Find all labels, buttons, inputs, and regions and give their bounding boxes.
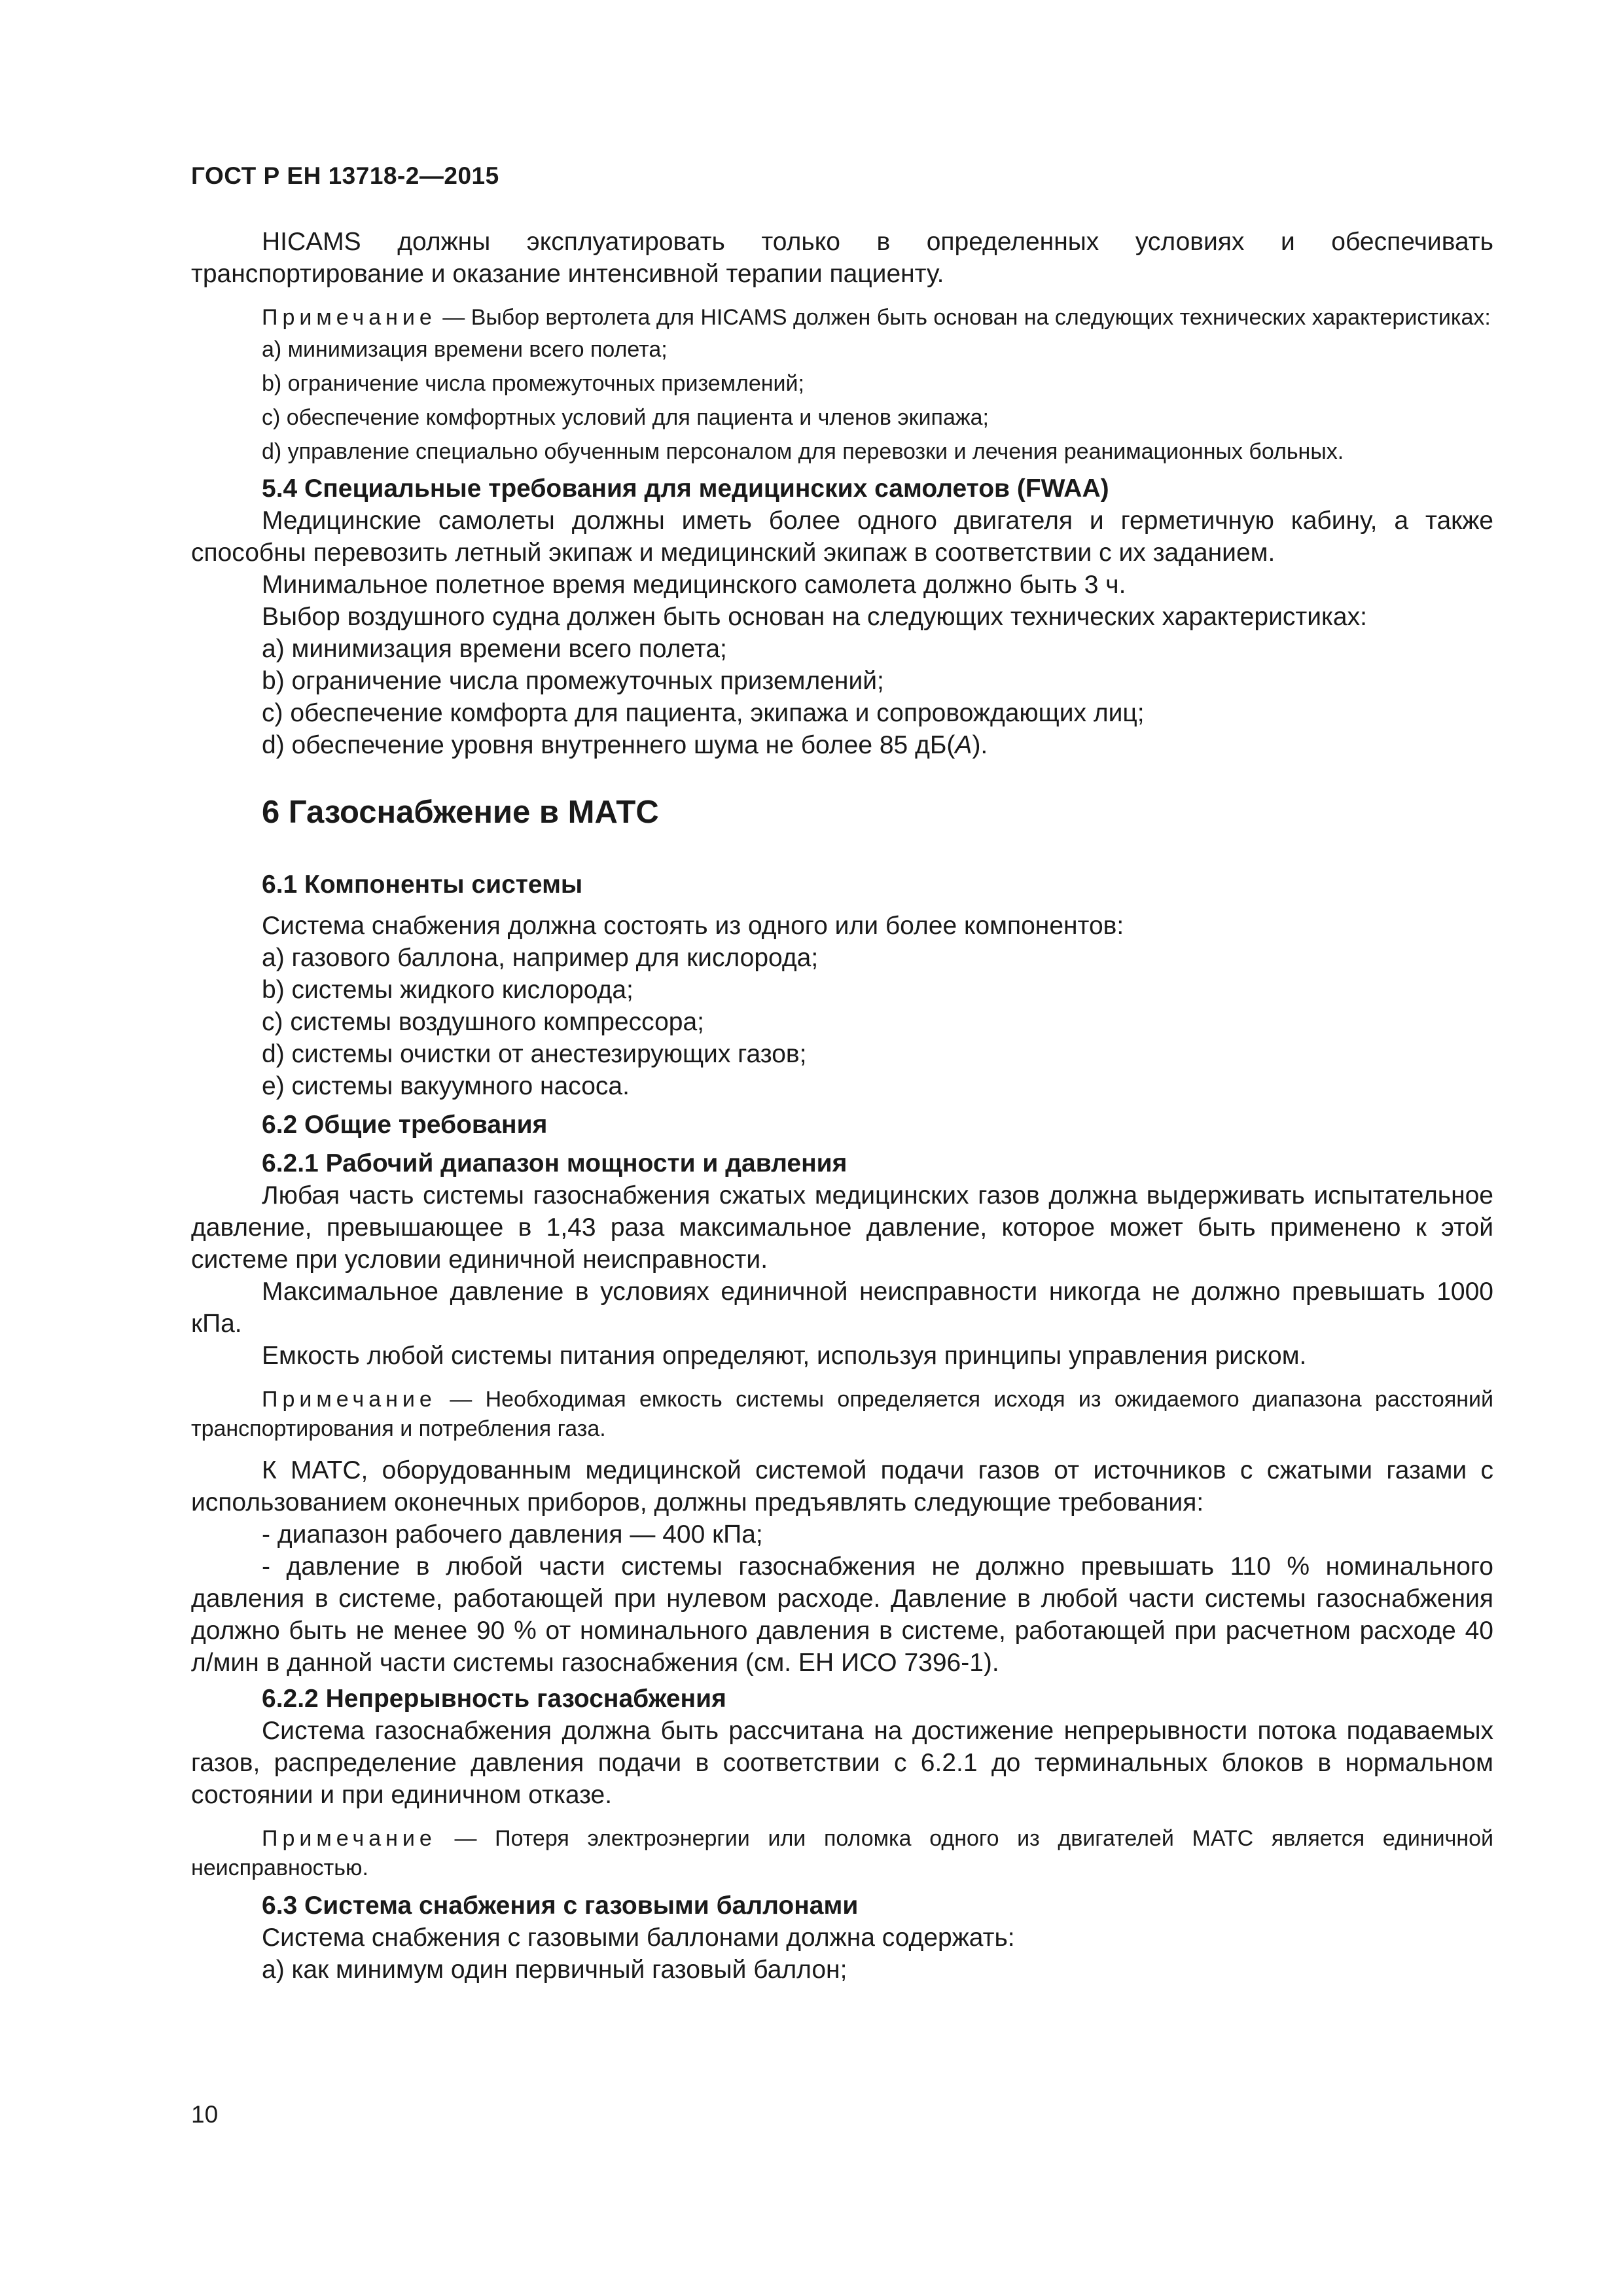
section-5-4-item-a: a) минимизация времени всего полета; — [262, 635, 727, 663]
section-6-heading: 6 Газоснабжение в МАТС — [262, 795, 659, 830]
document-content — [191, 226, 1493, 1986]
note-2 — [191, 1385, 1493, 1444]
section-6-1-item-b: b) системы жидкого кислорода; — [262, 976, 633, 1004]
section-6-2-heading: 6.2 Общие требования — [262, 1111, 548, 1139]
section-6-2-1-heading: 6.2.1 Рабочий диапазон мощности и давления — [262, 1149, 847, 1177]
section-5-4-para-1: Медицинские самолеты должны иметь более одного двигателя и герметичную кабину, а также способны перевозить летный экипаж и медицинский экипаж в соответствии с их заданием. — [191, 507, 1493, 567]
note-1 — [191, 303, 1493, 332]
note-1-label: Примечание — [262, 305, 437, 330]
section-6-1-item-a: a) газового баллона, например для кислорода; — [262, 944, 819, 972]
section-5-4-para-3: Выбор воздушного судна должен быть основан на следующих технических характеристиках: — [262, 603, 1367, 631]
section-6-1-item-d: d) системы очистки от анестезирующих газов; — [262, 1040, 807, 1068]
intro-paragraph: HICAMS должны эксплуатировать только в определенных условиях и обеспечивать транспортирование и оказание интенсивной терапии пациенту. — [191, 228, 1493, 288]
document-header: ГОСТ Р ЕН 13718-2—2015 — [191, 162, 499, 189]
note-2-label: Примечание — [262, 1387, 437, 1412]
section-5-4-item-c: c) обеспечение комфорта для пациента, экипажа и сопровождающих лиц; — [262, 699, 1145, 727]
section-5-4-item-d — [191, 729, 1493, 761]
note-2-text: — Необходимая емкость системы определяется исходя из ожидаемого диапазона расстояний транспортирования и потребления газа. — [191, 1387, 1493, 1441]
section-6-3-heading: 6.3 Система снабжения с газовыми баллонами — [262, 1892, 859, 1920]
section-6-2-1-para-4: К МАТС, оборудованным медицинской системой подачи газов от источников с сжатыми газами с использованием оконечных приборов, должны предъявлять следующие требования: — [191, 1456, 1493, 1516]
note-1-item-b: b) ограничение числа промежуточных приземлений; — [262, 371, 804, 396]
section-6-2-1-para-2: Максимальное давление в условиях единичной неисправности никогда не должно превышать 1000 кПа. — [191, 1278, 1493, 1338]
section-6-2-2-heading: 6.2.2 Непрерывность газоснабжения — [262, 1685, 726, 1713]
section-6-3-para-1: Система снабжения с газовыми баллонами должна содержать: — [262, 1924, 1015, 1952]
note-3-label: Примечание — [262, 1826, 437, 1851]
item-d-italic: A — [955, 731, 972, 759]
section-6-2-2-para-1: Система газоснабжения должна быть рассчитана на достижение непрерывности потока подаваемых газов, распределение давления подачи в соответствии с 6.2.1 до терминальных блоков в нормальном состоянии и при единичном отказе. — [191, 1717, 1493, 1809]
section-5-4-item-b: b) ограничение числа промежуточных приземлений; — [262, 667, 884, 695]
section-6-2-1-para-1: Любая часть системы газоснабжения сжатых медицинских газов должна выдерживать испытательное давление, превышающее в 1,43 раза максимальное давление, которое может быть применено к этой системе при условии единичной неисправности. — [191, 1181, 1493, 1274]
note-1-text: — Выбор вертолета для HICAMS должен быть основан на следующих технических характеристиках: — [436, 305, 1491, 330]
item-d-prefix: d) обеспечение уровня внутреннего шума не более 85 дБ( — [262, 731, 955, 759]
section-6-2-1-para-3: Емкость любой системы питания определяют, используя принципы управления риском. — [262, 1342, 1307, 1370]
section-6-2-1-para-6: - давление в любой части системы газоснабжения не должно превышать 110 % номинального давления в системе, работающей при нулевом расходе. Давление в любой части системы газоснабжения должно быть не менее 90 % от номинального давления в системе, работающей при расчетном расходе 40 л/мин в данной части системы газоснабжения (см. ЕН ИСО 7396-1). — [191, 1552, 1493, 1677]
section-6-1-heading: 6.1 Компоненты системы — [262, 870, 583, 899]
section-6-2-1-para-5: - диапазон рабочего давления — 400 кПа; — [262, 1520, 763, 1549]
note-3-text: — Потеря электроэнергии или поломка одного из двигателей МАТС является единичной неисправностью. — [191, 1826, 1493, 1880]
section-6-3-item-a: a) как минимум один первичный газовый баллон; — [262, 1956, 847, 1984]
section-5-4-heading: 5.4 Специальные требования для медицинских самолетов (FWAA) — [262, 475, 1109, 503]
section-5-4-para-2: Минимальное полетное время медицинского самолета должно быть 3 ч. — [262, 571, 1126, 599]
note-1-item-c: c) обеспечение комфортных условий для пациента и членов экипажа; — [262, 405, 989, 430]
note-1-item-d: d) управление специально обученным персоналом для перевозки и лечения реанимационных больных. — [262, 439, 1344, 464]
note-1-item-a: a) минимизация времени всего полета; — [262, 337, 668, 362]
section-6-1-item-e: e) системы вакуумного насоса. — [262, 1072, 630, 1100]
page-number: 10 — [191, 2101, 219, 2128]
section-6-1-item-c: c) системы воздушного компрессора; — [262, 1008, 704, 1036]
section-6-1-para-1: Система снабжения должна состоять из одного или более компонентов: — [262, 912, 1124, 940]
note-3 — [191, 1824, 1493, 1883]
item-d-suffix: ). — [972, 731, 988, 759]
